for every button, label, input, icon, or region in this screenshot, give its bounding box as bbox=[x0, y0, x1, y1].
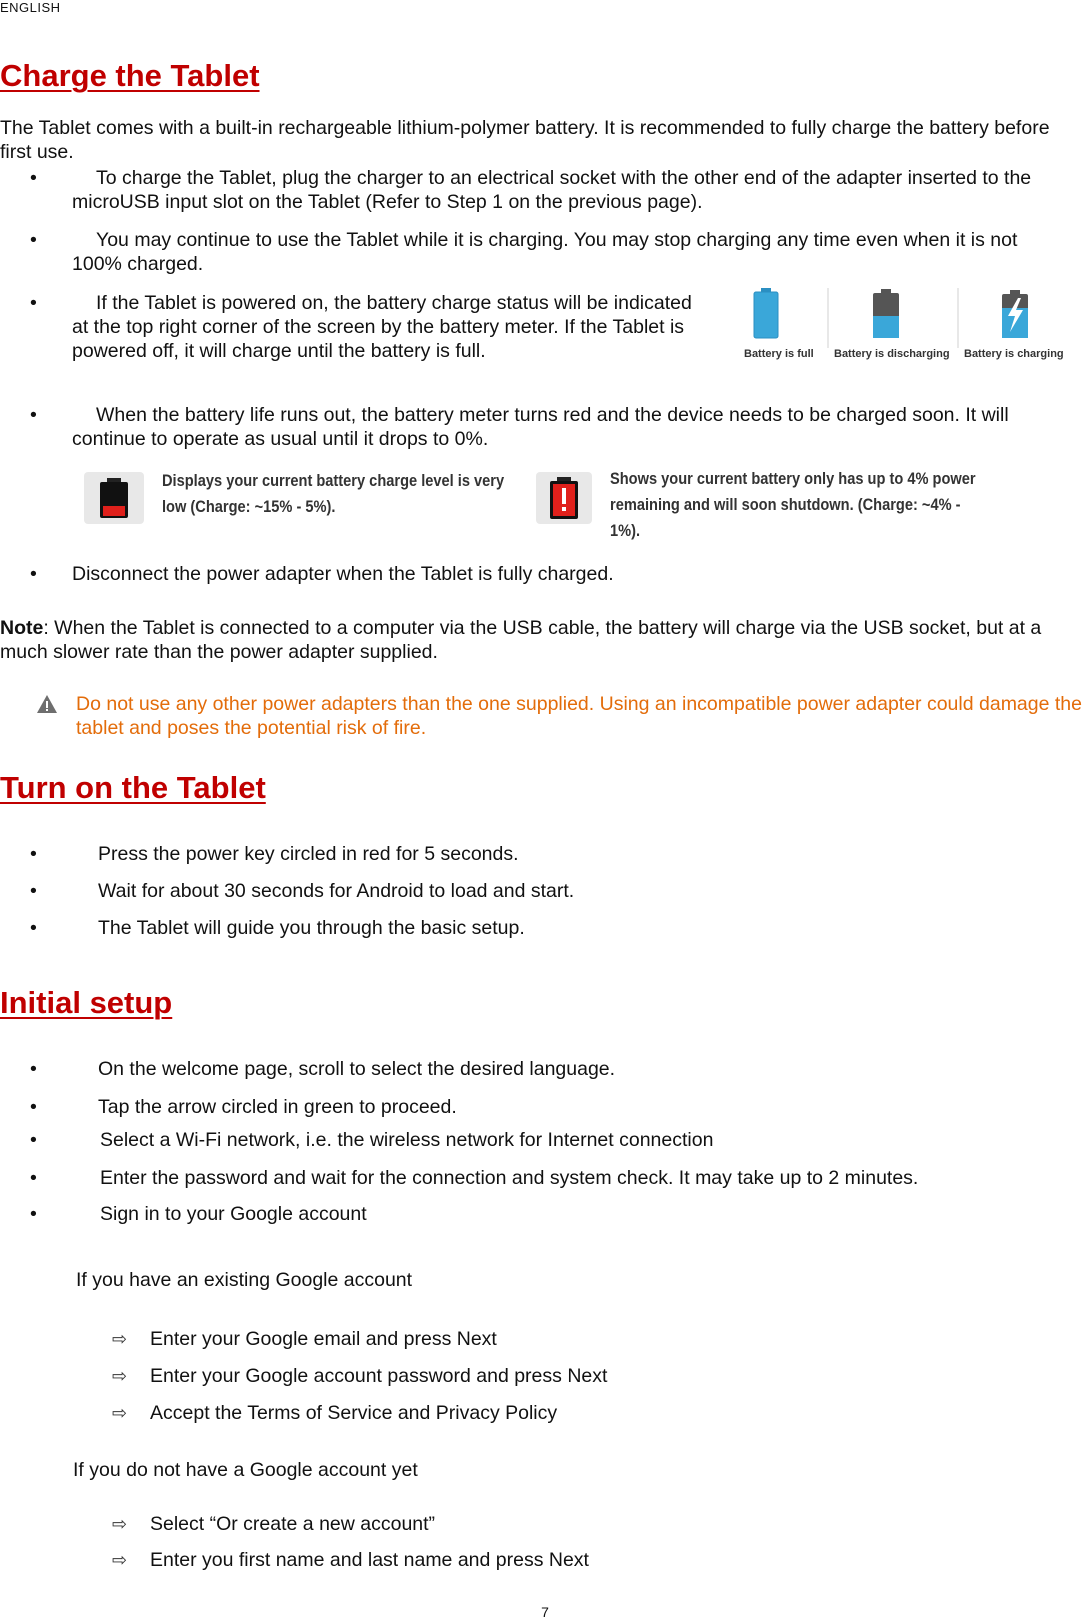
list-item bbox=[0, 1548, 1000, 1572]
bullet-dot-icon: • bbox=[30, 1167, 37, 1189]
list-item bbox=[0, 1327, 1000, 1351]
page-number: 7 bbox=[541, 1604, 549, 1620]
list-item-text: Enter your Google account password and press Next bbox=[150, 1365, 608, 1387]
list-item-text: Press the power key circled in red for 5 seconds. bbox=[98, 843, 519, 865]
welcome-page-label: On the welcome page, bbox=[98, 1058, 294, 1080]
list-item-text: Enter you first name and last name and press Next bbox=[150, 1549, 589, 1571]
battery-critical-icon bbox=[536, 472, 592, 524]
charge-intro-paragraph: The Tablet comes with a built-in rechargeable lithium-polymer battery. It is recommended to fully charge the battery before first use. bbox=[0, 117, 1050, 163]
list-item-text: Tap the arrow circled in green to proceed. bbox=[98, 1096, 457, 1118]
battery-full-icon bbox=[754, 288, 778, 338]
heading-charge-the-tablet: Charge the Tablet bbox=[0, 58, 260, 93]
list-item-text: scroll to select the desired language. bbox=[293, 1058, 616, 1080]
hollow-right-arrow-icon: ⇨ bbox=[112, 1550, 128, 1570]
hollow-right-arrow-icon: ⇨ bbox=[112, 1366, 128, 1386]
list-item bbox=[0, 1364, 1000, 1388]
hollow-right-arrow-icon: ⇨ bbox=[112, 1403, 128, 1423]
bullet-dot-icon: • bbox=[30, 917, 37, 939]
battery-charging-caption: Battery is charging bbox=[964, 348, 1064, 360]
list-item-text: If the Tablet is powered on, the battery charge status will be indicated at the top right corner of the screen by the battery meter. If the Tablet is powered off, it will charge until the battery is full. bbox=[72, 292, 692, 362]
hollow-right-arrow-icon: ⇨ bbox=[112, 1329, 128, 1349]
list-item-text: Enter your Google email and press Next bbox=[150, 1328, 497, 1350]
low-battery-description: Displays your current battery charge level is very low (Charge: ~15% - 5%). bbox=[162, 471, 505, 516]
hollow-right-arrow-icon: ⇨ bbox=[112, 1514, 128, 1534]
list-item-text: When the battery life runs out, the battery meter turns red and the device needs to be charged soon. It will continue to operate as usual until it drops to 0%. bbox=[72, 404, 1009, 450]
bullet-dot-icon: • bbox=[30, 1058, 37, 1080]
bullet-dot-icon: • bbox=[30, 563, 37, 585]
list-item-text: Wait for about 30 seconds for Android to load and start. bbox=[98, 880, 575, 902]
list-item-text: Select a Wi-Fi network, i.e. the wireless network for Internet connection bbox=[100, 1129, 714, 1151]
language-label: ENGLISH bbox=[0, 0, 61, 15]
list-item-text: To charge the Tablet, plug the charger to an electrical socket with the other end of the adapter inserted to the microUSB input slot on the Tablet (Refer to Step 1 on the previous page). bbox=[72, 167, 1032, 213]
bullet-dot-icon: • bbox=[30, 843, 37, 865]
new-account-heading: If you do not have a Google account yet bbox=[73, 1459, 418, 1481]
existing-account-heading: If you have an existing Google account bbox=[76, 1269, 413, 1291]
critical-battery-description: Shows your current battery only has up to 4% power remaining and will soon shutdown. (Charge: ~4% - 1%). bbox=[610, 469, 976, 540]
note-label: Note bbox=[0, 617, 44, 639]
battery-discharging-caption: Battery is discharging bbox=[834, 348, 950, 360]
battery-charging-icon bbox=[1002, 290, 1028, 338]
battery-low-icon bbox=[84, 472, 144, 524]
note-text: : When the Tablet is connected to a computer via the USB cable, the battery will charge via the USB socket, but at a much slower rate than the power adapter supplied. bbox=[0, 617, 1042, 663]
bullet-dot-icon: • bbox=[30, 167, 37, 189]
battery-status-figure bbox=[742, 286, 1072, 366]
list-item bbox=[0, 1512, 1000, 1536]
note-paragraph bbox=[0, 616, 1060, 664]
low-battery-figure bbox=[84, 466, 1064, 542]
list-item-text: Select “Or create a new account” bbox=[150, 1513, 436, 1535]
bullet-dot-icon: • bbox=[30, 1203, 37, 1225]
list-item-text: Disconnect the power adapter when the Tablet is fully charged. bbox=[72, 563, 614, 585]
list-item-text: Accept the Terms of Service and Privacy Policy bbox=[150, 1402, 558, 1424]
list-item-text: Enter the password and wait for the connection and system check. It may take up to 2 minutes. bbox=[100, 1167, 919, 1189]
list-item bbox=[0, 1401, 1000, 1425]
warning-triangle-icon bbox=[36, 694, 58, 714]
bullet-dot-icon: • bbox=[30, 404, 37, 426]
bullet-dot-icon: • bbox=[30, 229, 37, 251]
heading-turn-on-the-tablet: Turn on the Tablet bbox=[0, 770, 266, 805]
bullet-dot-icon: • bbox=[30, 292, 37, 314]
bullet-dot-icon: • bbox=[30, 1129, 37, 1151]
battery-discharging-icon bbox=[873, 289, 899, 338]
bullet-dot-icon: • bbox=[30, 880, 37, 902]
warning-text: Do not use any other power adapters than the one supplied. Using an incompatible power adapter could damage the tablet and poses the potential risk of fire. bbox=[76, 693, 1082, 739]
list-item-text: You may continue to use the Tablet while it is charging. You may stop charging any time even when it is not 100% charged. bbox=[72, 229, 1018, 275]
list-item-text: The Tablet will guide you through the basic setup. bbox=[98, 917, 525, 939]
list-item-text: Sign in to your Google account bbox=[100, 1203, 367, 1225]
battery-full-caption: Battery is full bbox=[744, 348, 814, 360]
bullet-dot-icon: • bbox=[30, 1096, 37, 1118]
heading-initial-setup: Initial setup bbox=[0, 985, 173, 1020]
